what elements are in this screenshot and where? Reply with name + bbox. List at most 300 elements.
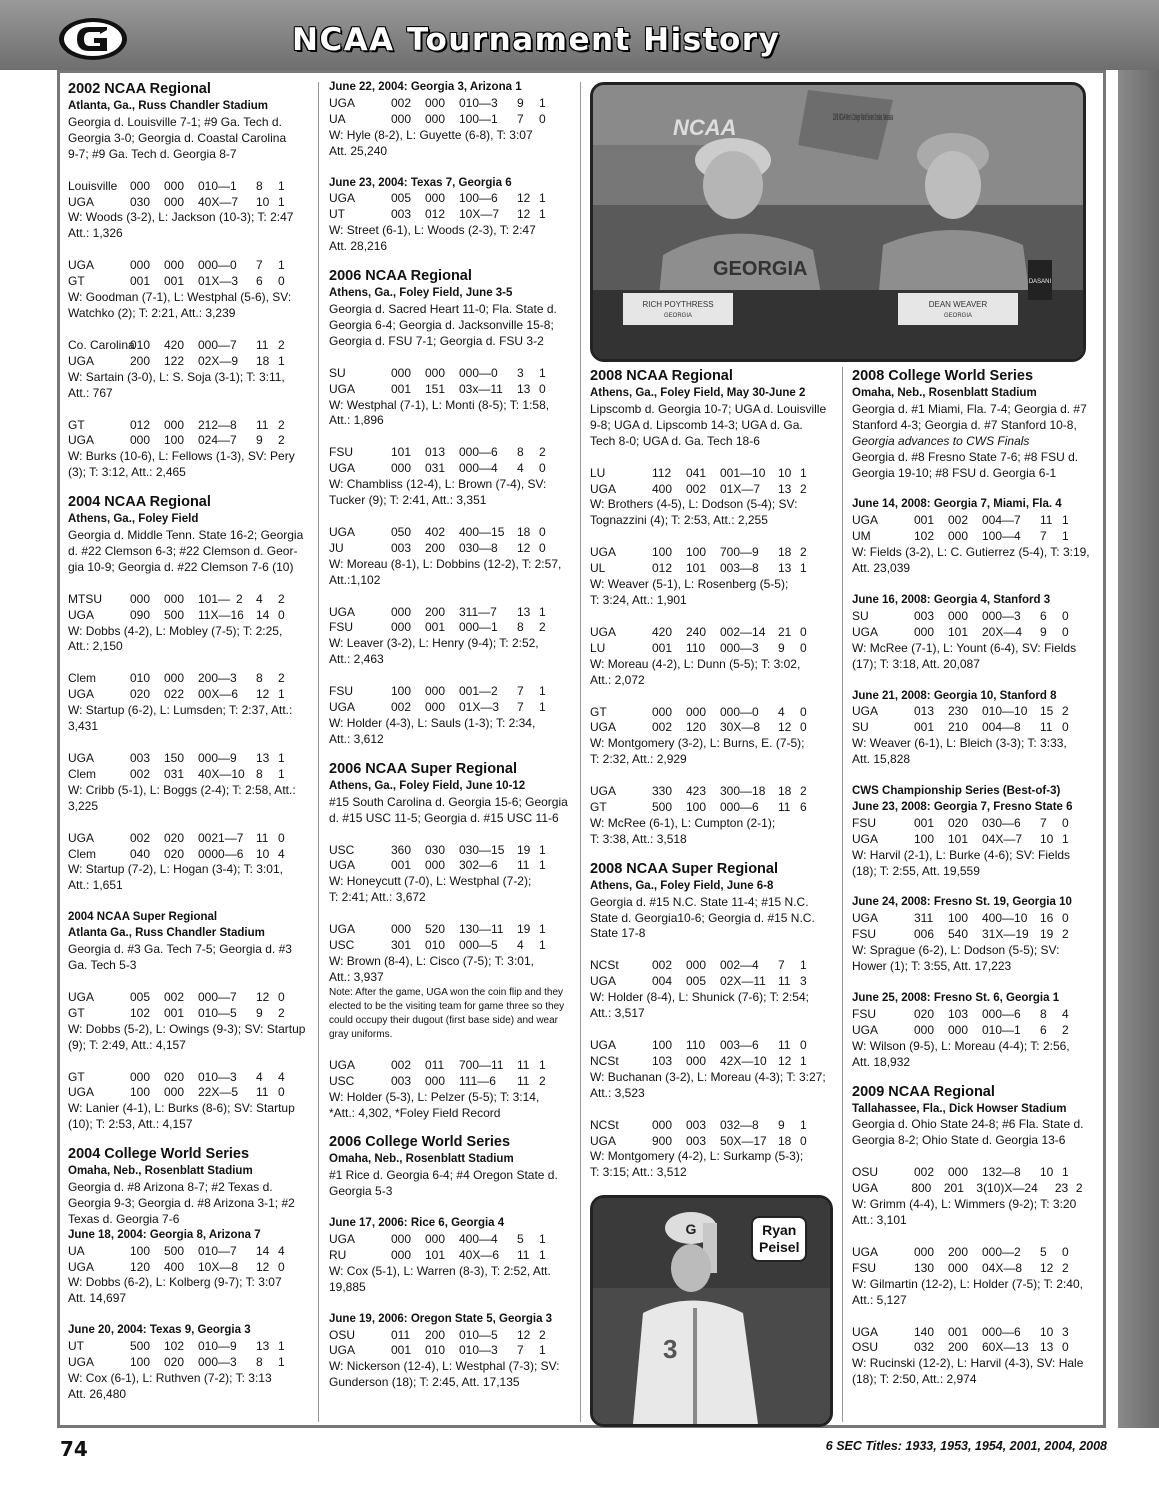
linescore-cell: 022 xyxy=(164,687,185,702)
linescore-cell: 1 xyxy=(539,1343,546,1358)
linescore-cell: 11X—16 xyxy=(198,607,244,622)
linescore-cell: 000 xyxy=(652,704,673,719)
linescore-row xyxy=(68,831,308,847)
game-notes: W: Holder (5-3), L: Pelzer (5-5); T: 3:14, xyxy=(329,1089,540,1104)
linescore-cell: 030—15 xyxy=(459,842,505,857)
column-4 xyxy=(852,367,1097,1388)
linescore-row xyxy=(329,112,574,128)
game-box xyxy=(68,592,308,656)
linescore-cell: 18 xyxy=(778,784,792,799)
section-venue: Atlanta, Ga., Russ Chandler Stadium xyxy=(68,100,269,112)
linescore-cell: 090 xyxy=(130,607,151,622)
linescore-cell: 420 xyxy=(164,337,185,352)
linescore-cell: 010—9 xyxy=(198,1339,237,1354)
linescore-cell: 18 xyxy=(517,524,531,539)
section-2004-cws xyxy=(68,1145,308,1228)
game-notes: W: Weaver (5-1), L: Rosenberg (5-5); xyxy=(590,577,789,592)
section-title: 2004 NCAA Regional xyxy=(68,494,211,511)
linescore-cell: 000 xyxy=(425,95,446,110)
game-notes: (17); T: 3:18, Att. 20,087 xyxy=(852,656,980,671)
game-footnote: Note: After the game, UGA won the coin flip and they elected to be the visiting team for game three so they could occupy their dugout (first base side) and wear gray uniforms. xyxy=(329,986,565,1040)
linescore-cell: 000 xyxy=(425,700,446,715)
linescore-row xyxy=(329,445,574,461)
linescore-cell: 000 xyxy=(164,671,185,686)
nameplate-right: DEAN WEAVER xyxy=(928,300,988,309)
linescore-cell: 130 xyxy=(914,1260,935,1275)
linescore-cell: 21 xyxy=(778,624,792,639)
linescore-cell: 6 xyxy=(800,800,807,815)
linescore-cell: 13 xyxy=(517,381,531,396)
game-box xyxy=(329,1312,574,1392)
linescore-cell: 003 xyxy=(391,1073,412,1088)
linescore-cell: 240 xyxy=(686,624,707,639)
linescore-cell: 13 xyxy=(517,604,531,619)
linescore-row xyxy=(852,625,1097,641)
linescore-cell: 360 xyxy=(391,842,412,857)
linescore-cell: 010—5 xyxy=(198,1005,237,1020)
linescore-cell: 020 xyxy=(914,1006,935,1021)
linescore-cell: 000 xyxy=(686,1053,707,1068)
linescore-cell: 4 xyxy=(278,1069,285,1084)
linescore-cell: UGA xyxy=(68,1085,95,1100)
linescore-cell: 1 xyxy=(1062,529,1069,544)
linescore-cell: 020 xyxy=(164,846,185,861)
linescore-cell: 12 xyxy=(256,687,270,702)
summary-line: Ga. Tech 5-3 xyxy=(68,957,137,972)
linescore-cell: 3 xyxy=(800,974,807,989)
linescore-cell: UGA xyxy=(329,1232,356,1247)
linescore-cell: 2 xyxy=(800,545,807,560)
nameplate-right-sub: GEORGIA xyxy=(943,313,973,319)
linescore-cell: UM xyxy=(852,529,871,544)
linescore-cell: Co. Carolina xyxy=(68,337,135,352)
summary-line: #1 Rice d. Georgia 6-4; #4 Oregon State d. xyxy=(329,1168,558,1183)
linescore-cell: 10 xyxy=(1040,831,1054,846)
game-notes: Gunderson (18); T: 2:45, Att. 17,135 xyxy=(329,1375,520,1390)
linescore-row xyxy=(329,525,574,541)
linescore-row xyxy=(68,418,308,434)
linescore-cell: 0 xyxy=(800,704,807,719)
linescore-cell: 001 xyxy=(391,858,412,873)
linescore-cell: 700—9 xyxy=(720,545,759,560)
linescore-row xyxy=(329,620,574,636)
section-2004-super-regional xyxy=(68,910,308,974)
linescore-cell: 42X—10 xyxy=(720,1053,767,1068)
game-notes: W: Cox (5-1), L: Warren (8-3), T: 2:52, Att. xyxy=(329,1263,551,1278)
linescore-cell: USC xyxy=(329,1073,355,1088)
section-title: 2004 College World Series xyxy=(68,1146,250,1163)
linescore-cell: 11 xyxy=(256,1085,269,1100)
section-2006-super-regional xyxy=(329,760,574,827)
linescore-row xyxy=(590,641,835,657)
summary-line: Georgia d. #15 N.C. State 11-4; #15 N.C. xyxy=(590,894,809,909)
nameplate-left-sub: GEORGIA xyxy=(663,313,693,319)
game-heading: June 18, 2004: Georgia 8, Arizona 7 xyxy=(68,1228,261,1241)
game-box xyxy=(329,684,574,748)
linescore-cell: 010—10 xyxy=(982,704,1028,719)
game-notes: W: Dobbs (6-2), L: Kolberg (9-7); T: 3:07 xyxy=(68,1275,282,1290)
linescore-cell: 12 xyxy=(778,1053,792,1068)
summary-line: Georgia d. Ohio State 24-8; #6 Fla. State d. xyxy=(852,1117,1084,1132)
linescore-cell: 4 xyxy=(256,1069,263,1084)
linescore-row xyxy=(590,545,835,561)
game-notes: W: Buchanan (3-2), L: Moreau (4-3); T: 3:27; xyxy=(590,1069,826,1084)
linescore-cell: UGA xyxy=(68,751,95,765)
linescore-cell: 000 xyxy=(425,111,446,126)
linescore-cell: 040 xyxy=(130,846,151,861)
linescore-cell: 003 xyxy=(391,207,412,222)
game-notes: W: Honeycutt (7-0), L: Westphal (7-2); xyxy=(329,874,532,889)
linescore-cell: 6 xyxy=(1040,1022,1047,1037)
summary-line: Georgia 9-3; Georgia d. #8 Arizona 3-1; #2 xyxy=(68,1195,295,1210)
linescore-cell: 1 xyxy=(800,465,807,480)
linescore-cell: 402 xyxy=(425,524,446,539)
linescore-cell: 024—7 xyxy=(198,433,237,448)
linescore-row xyxy=(590,561,835,577)
linescore-cell: 1 xyxy=(800,561,807,576)
linescore-cell: 122 xyxy=(164,353,185,368)
game-heading: June 22, 2004: Georgia 3, Arizona 1 xyxy=(329,81,522,93)
game-notes: Att. 15,828 xyxy=(852,752,911,767)
linescore-cell: 102 xyxy=(164,1339,185,1354)
linescore-cell: 7 xyxy=(517,684,524,699)
caption-first-name: Ryan xyxy=(762,1222,797,1238)
linescore-cell: 002 xyxy=(652,720,673,735)
linescore-cell: 20X—4 xyxy=(982,624,1023,639)
linescore-cell: 40X—10 xyxy=(198,766,245,781)
linescore-cell: 151 xyxy=(425,381,446,396)
linescore-cell: 200 xyxy=(948,1340,969,1355)
linescore-cell: 001—2 xyxy=(459,684,498,699)
linescore-cell: GT xyxy=(590,800,607,815)
linescore-cell: 500 xyxy=(164,607,185,622)
summary-line: State 17-8 xyxy=(590,926,646,941)
linescore-cell: UGA xyxy=(590,974,617,989)
linescore-cell: 000 xyxy=(391,1232,412,1247)
linescore-cell: 000—7 xyxy=(198,989,237,1004)
linescore-cell: 1 xyxy=(539,1247,546,1262)
linescore-cell: OSU xyxy=(329,1327,356,1342)
linescore-cell: 1 xyxy=(1062,513,1069,528)
linescore-cell: 000—9 xyxy=(198,751,237,765)
linescore-cell: 22X—5 xyxy=(198,1085,239,1100)
game-box xyxy=(590,1118,835,1182)
game-notes: W: Dobbs (4-2), L: Mobley (7-5); T: 2:25, xyxy=(68,623,283,638)
linescore-cell: GT xyxy=(68,417,85,432)
linescore-row xyxy=(68,1355,308,1371)
linescore-cell: 2 xyxy=(800,784,807,799)
game-notes: W: Montgomery (4-2), L: Surkamp (5-3); xyxy=(590,1149,804,1164)
linescore-cell: UGA xyxy=(68,830,95,845)
linescore-cell: 000 xyxy=(391,111,412,126)
game-notes: Att.: 2,150 xyxy=(68,639,123,654)
linescore-cell: 0 xyxy=(1062,624,1069,639)
linescore-cell: 010 xyxy=(425,938,446,953)
linescore-row xyxy=(68,1070,308,1086)
linescore-cell: 101— xyxy=(198,591,231,606)
linescore-cell: 2 xyxy=(539,620,546,635)
linescore-cell: 11 xyxy=(517,858,530,873)
linescore-cell: 0 xyxy=(278,607,285,622)
linescore-cell: 1 xyxy=(539,858,546,873)
linescore-row xyxy=(590,1054,835,1070)
linescore-row xyxy=(590,1134,835,1150)
game-notes: Att.: 1,326 xyxy=(68,226,123,241)
linescore-cell: 50X—17 xyxy=(720,1133,767,1148)
linescore-cell: 100 xyxy=(652,1038,673,1052)
game-notes: *Att.: 4,302, *Foley Field Record xyxy=(329,1105,501,1120)
linescore-row xyxy=(590,974,835,990)
game-box xyxy=(852,593,1097,673)
game-notes: W: Brothers (4-5), L: Dodson (5-4); SV: xyxy=(590,497,798,512)
linescore-cell: 8 xyxy=(256,671,263,686)
linescore-cell: 2 xyxy=(800,481,807,496)
linescore-row xyxy=(590,800,835,816)
linescore-cell: 0 xyxy=(800,640,807,655)
game-notes: 3,431 xyxy=(68,719,99,734)
linescore-cell: 100 xyxy=(914,831,935,846)
linescore-cell: 0021—7 xyxy=(198,830,244,845)
summary-line: 9-8; UGA d. Lipscomb 14-3; UGA d. Ga. xyxy=(590,417,803,432)
linescore-cell: UGA xyxy=(68,989,95,1004)
section-2006-cws xyxy=(329,1133,574,1200)
column-divider xyxy=(318,82,319,1422)
linescore-cell: 10 xyxy=(778,465,792,480)
linescore-row xyxy=(329,382,574,398)
game-notes: W: Wilson (9-5), L: Moreau (4-4); T: 2:56, xyxy=(852,1038,1070,1053)
linescore-cell: 000 xyxy=(652,1117,673,1132)
linescore-cell: 6 xyxy=(256,274,263,289)
linescore-cell: UA xyxy=(68,1243,85,1258)
linescore-cell: 011 xyxy=(391,1327,411,1342)
linescore-cell: 500 xyxy=(652,800,673,815)
linescore-cell: 001 xyxy=(914,815,935,830)
linescore-cell: 301 xyxy=(391,938,412,953)
linescore-cell: 003 xyxy=(130,751,151,765)
linescore-row xyxy=(590,466,835,482)
linescore-cell: 400 xyxy=(164,1259,185,1274)
linescore-cell: UGA xyxy=(590,784,617,799)
linescore-cell: 003 xyxy=(391,540,412,555)
game-heading: June 16, 2008: Georgia 4, Stanford 3 xyxy=(852,593,1051,606)
section-2009-regional xyxy=(852,1083,1097,1150)
linescore-cell: 520 xyxy=(425,922,446,937)
linescore-cell: GT xyxy=(68,1005,85,1020)
linescore-cell: 15 xyxy=(1040,704,1054,719)
linescore-cell: 050 xyxy=(391,524,412,539)
linescore-cell: UGA xyxy=(68,258,95,273)
linescore-cell: 400—15 xyxy=(459,524,505,539)
linescore-cell: 11 xyxy=(1040,513,1053,528)
linescore-cell: 000 xyxy=(948,1165,969,1180)
linescore-cell: UGA xyxy=(852,831,879,846)
page-title: NCAA Tournament History xyxy=(292,22,781,58)
jersey-number: 3 xyxy=(663,1334,678,1364)
game-notes: W: Dobbs (5-2), L: Owings (9-3); SV: Startup xyxy=(68,1021,306,1036)
linescore-cell: OSU xyxy=(852,1165,879,1180)
linescore-cell: 13 xyxy=(778,561,792,576)
linescore-cell: 004—7 xyxy=(982,513,1021,528)
linescore-cell: 100 xyxy=(686,545,707,560)
linescore-row xyxy=(852,832,1097,848)
linescore-cell: 000 xyxy=(164,178,185,193)
linescore-cell: GT xyxy=(68,274,85,289)
game-box xyxy=(329,843,574,907)
linescore-cell: 31X—19 xyxy=(982,927,1029,942)
linescore-cell: 000 xyxy=(130,591,151,606)
game-notes: (18); T: 2:50, Att.: 2,974 xyxy=(852,1372,977,1387)
column-2 xyxy=(329,80,574,1391)
section-2008-super-regional xyxy=(590,860,835,943)
linescore-cell: UL xyxy=(590,561,606,576)
linescore-cell: 110 xyxy=(686,1038,706,1052)
linescore-row xyxy=(852,927,1097,943)
bottle-label: DASANI xyxy=(1028,279,1052,285)
linescore-cell: 0 xyxy=(278,989,285,1004)
game-notes: W: Nickerson (12-4), L: Westphal (7-3); SV: xyxy=(329,1359,560,1374)
game-notes: Tognazzini (4); T: 2:53, Att.: 2,255 xyxy=(590,513,768,528)
game-notes: Att.: 3,523 xyxy=(590,1085,645,1100)
linescore-cell: 002 xyxy=(948,513,969,528)
linescore-cell: 500 xyxy=(130,1339,151,1354)
linescore-cell: 1 xyxy=(278,687,285,702)
linescore-cell: 18 xyxy=(256,353,270,368)
linescore-cell: 004—8 xyxy=(982,720,1021,735)
linescore-cell: 200 xyxy=(948,1244,969,1259)
linescore-cell: 1 xyxy=(539,922,546,937)
summary-line: d. #22 Clemson 6-3; #22 Clemson d. Geor- xyxy=(68,543,298,558)
linescore-row xyxy=(68,179,308,195)
linescore-cell: 000 xyxy=(164,591,185,606)
linescore-cell: 10 xyxy=(256,846,270,861)
summary-line: #15 South Carolina d. Georgia 15-6; Georgia xyxy=(329,794,568,809)
linescore-cell: 2 xyxy=(278,1005,285,1020)
linescore-cell: 020 xyxy=(948,815,969,830)
linescore-cell: 1 xyxy=(278,1339,285,1354)
linescore-cell: 002 xyxy=(164,989,185,1004)
linescore-row xyxy=(68,1085,308,1101)
linescore-row xyxy=(329,1328,574,1344)
game-box xyxy=(68,1323,308,1403)
linescore-cell: 030—6 xyxy=(982,815,1021,830)
game-box xyxy=(852,1165,1097,1229)
linescore-cell: 7 xyxy=(1040,529,1047,544)
linescore-row xyxy=(852,609,1097,625)
game-box xyxy=(329,176,574,256)
linescore-cell: 000 xyxy=(914,1244,935,1259)
linescore-cell: 101 xyxy=(686,561,707,576)
linescore-cell: 0 xyxy=(539,461,546,476)
linescore-row xyxy=(329,605,574,621)
press-conference-photo xyxy=(590,82,1086,362)
linescore-cell: FSU xyxy=(852,927,876,942)
game-notes: (9); T: 2:49, Att.: 4,157 xyxy=(68,1037,186,1052)
linescore-row xyxy=(329,843,574,859)
linescore-cell: 19 xyxy=(517,842,531,857)
linescore-cell: 2 xyxy=(278,591,285,606)
linescore-cell: USC xyxy=(329,842,355,857)
linescore-cell: 000—6 xyxy=(982,1006,1021,1021)
game-box xyxy=(329,605,574,669)
linescore-cell: 032—8 xyxy=(720,1117,759,1132)
linescore-cell: 001 xyxy=(914,513,935,528)
linescore-cell: 003 xyxy=(686,1133,707,1148)
linescore-cell: UGA xyxy=(590,624,617,639)
linescore-cell: 030 xyxy=(130,194,151,209)
game-notes: W: Moreau (4-2), L: Dunn (5-5); T: 3:02, xyxy=(590,656,801,671)
linescore-cell: 032 xyxy=(914,1340,935,1355)
linescore-cell: 03x—11 xyxy=(459,381,503,396)
game-box xyxy=(590,958,835,1022)
linescore-cell: 330 xyxy=(652,784,673,799)
linescore-cell: 4 xyxy=(517,461,524,476)
linescore-cell: 012 xyxy=(652,561,673,576)
linescore-cell: 010—7 xyxy=(198,1243,237,1258)
section-venue: Atlanta Ga., Russ Chandler Stadium xyxy=(68,927,265,940)
linescore-cell: UGA xyxy=(590,545,617,560)
linescore-cell: 000 xyxy=(425,1232,446,1247)
linescore-cell: 2 xyxy=(539,1073,546,1088)
game-notes: W: Moreau (8-1), L: Dobbins (12-2), T: 2:57, xyxy=(329,556,562,571)
linescore-cell: 000—0 xyxy=(720,704,759,719)
linescore-cell: 012 xyxy=(130,417,151,432)
linescore-cell: NCSt xyxy=(590,958,619,973)
linescore-cell: 04X—8 xyxy=(982,1260,1023,1275)
game-heading: June 19, 2006: Oregon State 5, Georgia 3 xyxy=(329,1312,553,1325)
linescore-cell: 12 xyxy=(517,1327,531,1342)
linescore-row xyxy=(852,704,1097,720)
linescore-cell: GT xyxy=(590,704,607,719)
georgia-g-logo xyxy=(58,17,128,61)
game-notes: Att. 25,240 xyxy=(329,143,388,158)
linescore-cell: 100 xyxy=(391,684,412,699)
linescore-cell: 1 xyxy=(278,751,285,765)
summary-line: Georgia d. Sacred Heart 11-0; Fla. State d. xyxy=(329,301,557,316)
linescore-cell: 002 xyxy=(130,830,151,845)
linescore-cell: LU xyxy=(590,640,606,655)
linescore-cell: 12 xyxy=(517,207,531,222)
linescore-cell: Clem xyxy=(68,671,97,686)
player-caption xyxy=(751,1216,807,1262)
page-number: 74 xyxy=(60,1437,88,1461)
linescore-cell: 8 xyxy=(256,178,263,193)
linescore-row xyxy=(852,1261,1097,1277)
linescore-cell: 110 xyxy=(686,640,706,655)
game-notes: W: Leaver (3-2), L: Henry (9-4); T: 2:52, xyxy=(329,636,539,651)
section-2008-regional xyxy=(590,367,835,450)
linescore-cell: 000 xyxy=(391,922,412,937)
summary-line: Georgia d. FSU 7-1; Georgia d. FSU 3-2 xyxy=(329,333,544,348)
linescore-cell: 001 xyxy=(914,720,935,735)
summary-line: d. #15 USC 11-5; Georgia d. #15 USC 11-6 xyxy=(329,810,559,825)
game-notes: Watchko (2); T: 2:21, Att.: 3,239 xyxy=(68,305,236,320)
linescore-cell: SU xyxy=(852,720,869,735)
linescore-cell: UGA xyxy=(852,513,879,528)
linescore-cell: 100—1 xyxy=(459,111,498,126)
linescore-cell: 0 xyxy=(278,274,285,289)
linescore-cell: 9 xyxy=(778,640,785,655)
linescore-cell: UGA xyxy=(590,1038,617,1052)
game-notes: Att.:1,102 xyxy=(329,572,381,587)
linescore-row xyxy=(590,482,835,498)
linescore-cell: UGA xyxy=(68,1259,95,1274)
linescore-cell: 0 xyxy=(1062,1244,1069,1259)
linescore-cell: 11 xyxy=(256,337,269,352)
linescore-row xyxy=(329,461,574,477)
linescore-cell: 311 xyxy=(914,911,934,926)
summary-line: State d. Georgia10-6; Georgia d. #15 N.C. xyxy=(590,910,815,925)
linescore-cell: 000 xyxy=(164,194,185,209)
